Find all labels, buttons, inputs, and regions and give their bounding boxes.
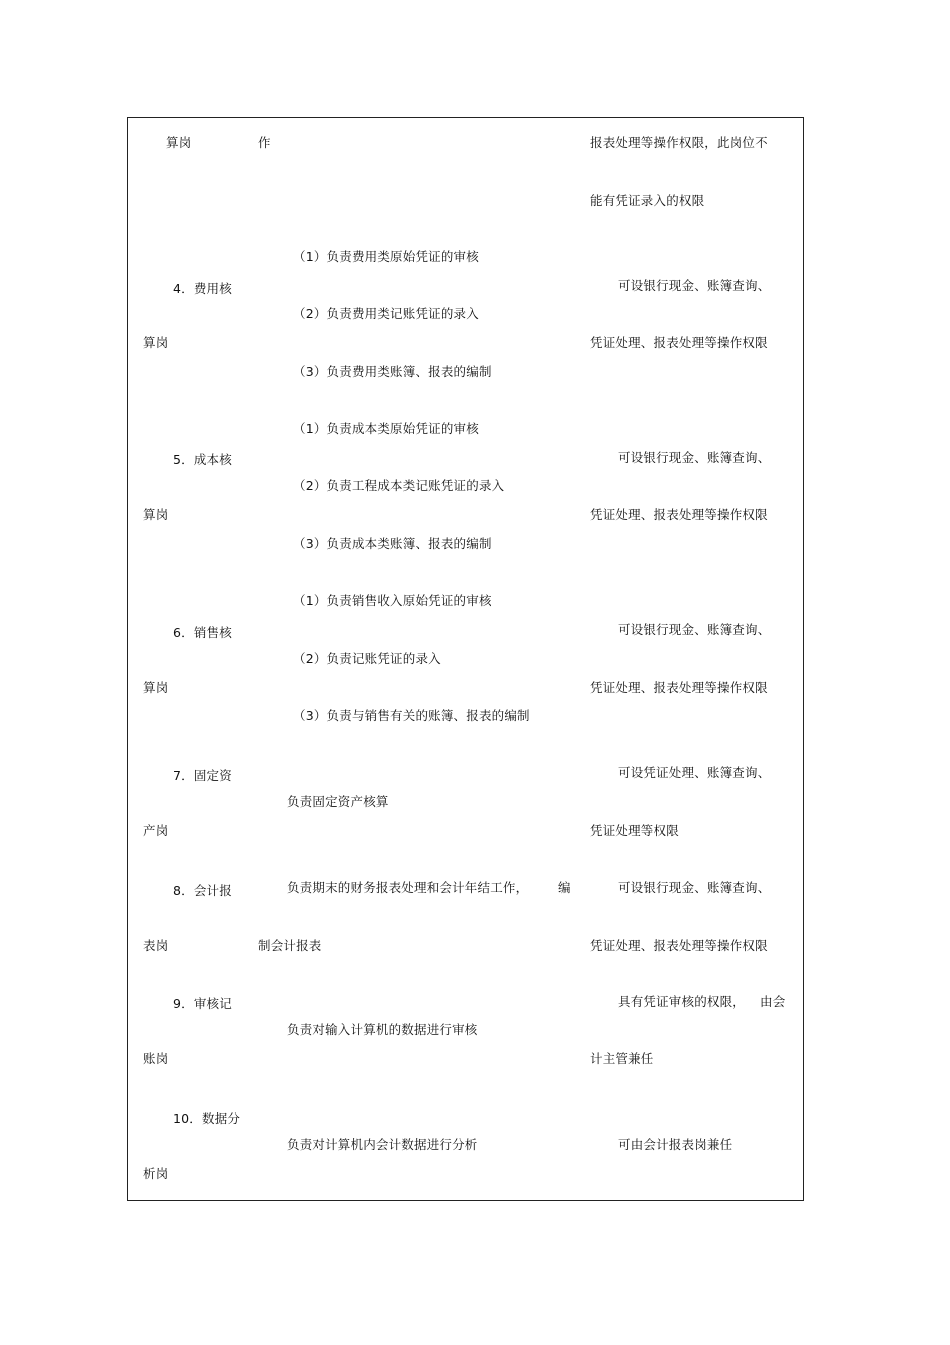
permission-text: 具有凭证审核的权限， [618, 994, 746, 1009]
duty-text: 负责对计算机内会计数据进行分析 [287, 1137, 478, 1152]
duty-text: 负责期末的财务报表处理和会计年结工作， [287, 880, 529, 895]
duty-item: （3）负责与销售有关的账簿、报表的编制 [293, 708, 530, 723]
post-name: 算岗 [143, 507, 169, 522]
permission-text: 由会 [760, 994, 786, 1009]
permission-text: 报表处理等操作权限，此岗位不 [590, 135, 768, 150]
duty-item: （1）负责成本类原始凭证的审核 [293, 421, 479, 436]
post-name: 产岗 [143, 823, 169, 838]
post-name: 算岗 [166, 135, 192, 150]
duty-item: （3）负责成本类账簿、报表的编制 [293, 536, 492, 551]
permission-text: 凭证处理等权限 [590, 823, 679, 838]
duty-text: 负责固定资产核算 [287, 794, 389, 809]
duty-text: 制会计报表 [258, 938, 322, 953]
permission-text: 可设银行现金、账簿查询、 [618, 880, 771, 895]
duty-item: （1）负责费用类原始凭证的审核 [293, 249, 479, 264]
duty-item: （1）负责销售收入原始凭证的审核 [293, 593, 492, 608]
duty-item: （2）负责记账凭证的录入 [293, 651, 441, 666]
permission-text: 凭证处理、报表处理等操作权限 [590, 938, 768, 953]
permission-text: 可设银行现金、账簿查询、 [618, 278, 771, 293]
duty-item: （2）负责费用类记账凭证的录入 [293, 306, 479, 321]
permission-text: 能有凭证录入的权限 [590, 193, 705, 208]
post-name: 10．数据分 [173, 1111, 241, 1126]
permission-text: 可设银行现金、账簿查询、 [618, 450, 771, 465]
post-name: 5．成本核 [173, 452, 232, 467]
permission-text: 可设银行现金、账簿查询、 [618, 622, 771, 637]
duty-text: 作 [258, 135, 271, 150]
permission-text: 凭证处理、报表处理等操作权限 [590, 507, 768, 522]
duty-item: （2）负责工程成本类记账凭证的录入 [293, 478, 505, 493]
post-name: 6．销售核 [173, 625, 232, 640]
post-name: 7．固定资 [173, 768, 232, 783]
post-name: 8．会计报 [173, 883, 232, 898]
post-name: 账岗 [143, 1051, 169, 1066]
post-name: 算岗 [143, 335, 169, 350]
duty-text: 编 [558, 880, 571, 895]
post-name: 析岗 [143, 1166, 169, 1181]
permission-text: 凭证处理、报表处理等操作权限 [590, 335, 768, 350]
duty-text: 负责对输入计算机的数据进行审核 [287, 1022, 478, 1037]
permission-text: 可由会计报表岗兼任 [618, 1137, 733, 1152]
duty-item: （3）负责费用类账簿、报表的编制 [293, 364, 492, 379]
permission-text: 可设凭证处理、账簿查询、 [618, 765, 771, 780]
post-name: 表岗 [143, 938, 169, 953]
post-name: 算岗 [143, 680, 169, 695]
permission-text: 计主管兼任 [590, 1051, 654, 1066]
post-name: 4．费用核 [173, 281, 232, 296]
post-name: 9．审核记 [173, 996, 232, 1011]
permission-text: 凭证处理、报表处理等操作权限 [590, 680, 768, 695]
